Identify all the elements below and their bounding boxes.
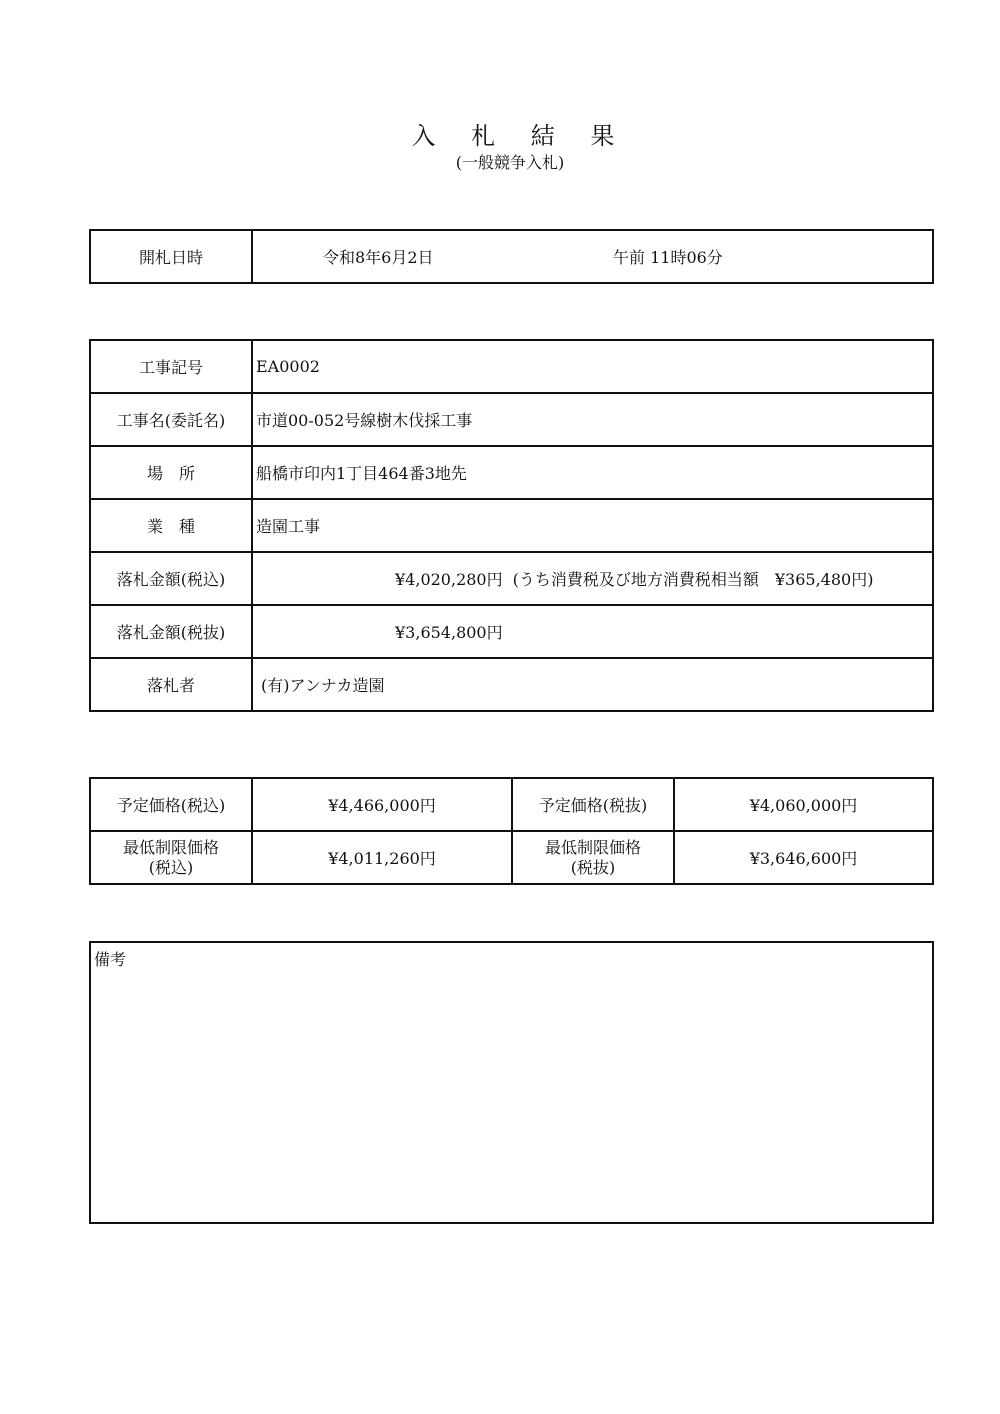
place-value: 船橋市印内1丁目464番3地先 (252, 446, 933, 499)
opening-time: 午前 11時06分 (613, 248, 723, 267)
min-incl-label-line1: 最低制限価格 (122, 837, 219, 857)
table-row (90, 499, 933, 552)
planned-excl-label: 予定価格(税抜) (512, 778, 674, 831)
category-value: 造園工事 (252, 499, 933, 552)
category-label: 業 種 (90, 499, 252, 552)
opening-table (89, 229, 934, 284)
table-row (90, 340, 933, 393)
construction-no-label: 工事記号 (90, 340, 252, 393)
planned-incl-label: 予定価格(税込) (90, 778, 252, 831)
min-incl-label-cell (90, 831, 252, 884)
winner-cell (252, 658, 933, 711)
min-excl-label-line2: (税抜) (570, 857, 616, 877)
remarks-row (90, 942, 933, 1223)
price-table (89, 777, 934, 885)
opening-date: 令和8年6月2日 (323, 248, 434, 267)
min-excl-value: ¥3,646,600円 (674, 831, 933, 884)
remarks-label: 備考 (94, 950, 127, 969)
table-row (90, 658, 933, 711)
min-excl-label-line1: 最低制限価格 (544, 837, 641, 857)
remarks-cell (90, 942, 933, 1223)
details-table (89, 339, 934, 712)
bid-tax-note: (うち消費税及び地方消費税相当額 ¥365,480円) (512, 570, 874, 589)
planned-excl-value: ¥4,060,000円 (674, 778, 933, 831)
bid-incl-value: ¥4,020,280円 (395, 570, 503, 589)
table-row (90, 393, 933, 446)
planned-incl-value: ¥4,466,000円 (252, 778, 512, 831)
construction-name-label: 工事名(委託名) (90, 393, 252, 446)
winner-label: 落札者 (90, 658, 252, 711)
bid-excl-value: ¥3,654,800円 (395, 623, 503, 642)
table-row (90, 605, 933, 658)
place-label: 場 所 (90, 446, 252, 499)
table-row (90, 446, 933, 499)
opening-value-cell (252, 230, 933, 283)
remarks-table (89, 941, 934, 1224)
table-row (90, 778, 933, 831)
min-incl-value: ¥4,011,260円 (252, 831, 512, 884)
table-row (90, 831, 933, 884)
table-row (90, 552, 933, 605)
bid-incl-cell (252, 552, 933, 605)
construction-no-value: EA0002 (252, 340, 933, 393)
winner-value: (有)アンナカ造園 (261, 676, 385, 695)
page-subtitle: (一般競争入札) (455, 153, 565, 172)
min-incl-label-line2: (税込) (148, 857, 194, 877)
min-excl-label-cell (512, 831, 674, 884)
page-title: 入 札 結 果 (411, 122, 629, 150)
construction-name-value: 市道00-052号線樹木伐採工事 (252, 393, 933, 446)
opening-label: 開札日時 (90, 230, 252, 283)
bid-excl-cell (252, 605, 933, 658)
opening-row (90, 230, 933, 283)
bid-incl-label: 落札金額(税込) (90, 552, 252, 605)
bid-excl-label: 落札金額(税抜) (90, 605, 252, 658)
